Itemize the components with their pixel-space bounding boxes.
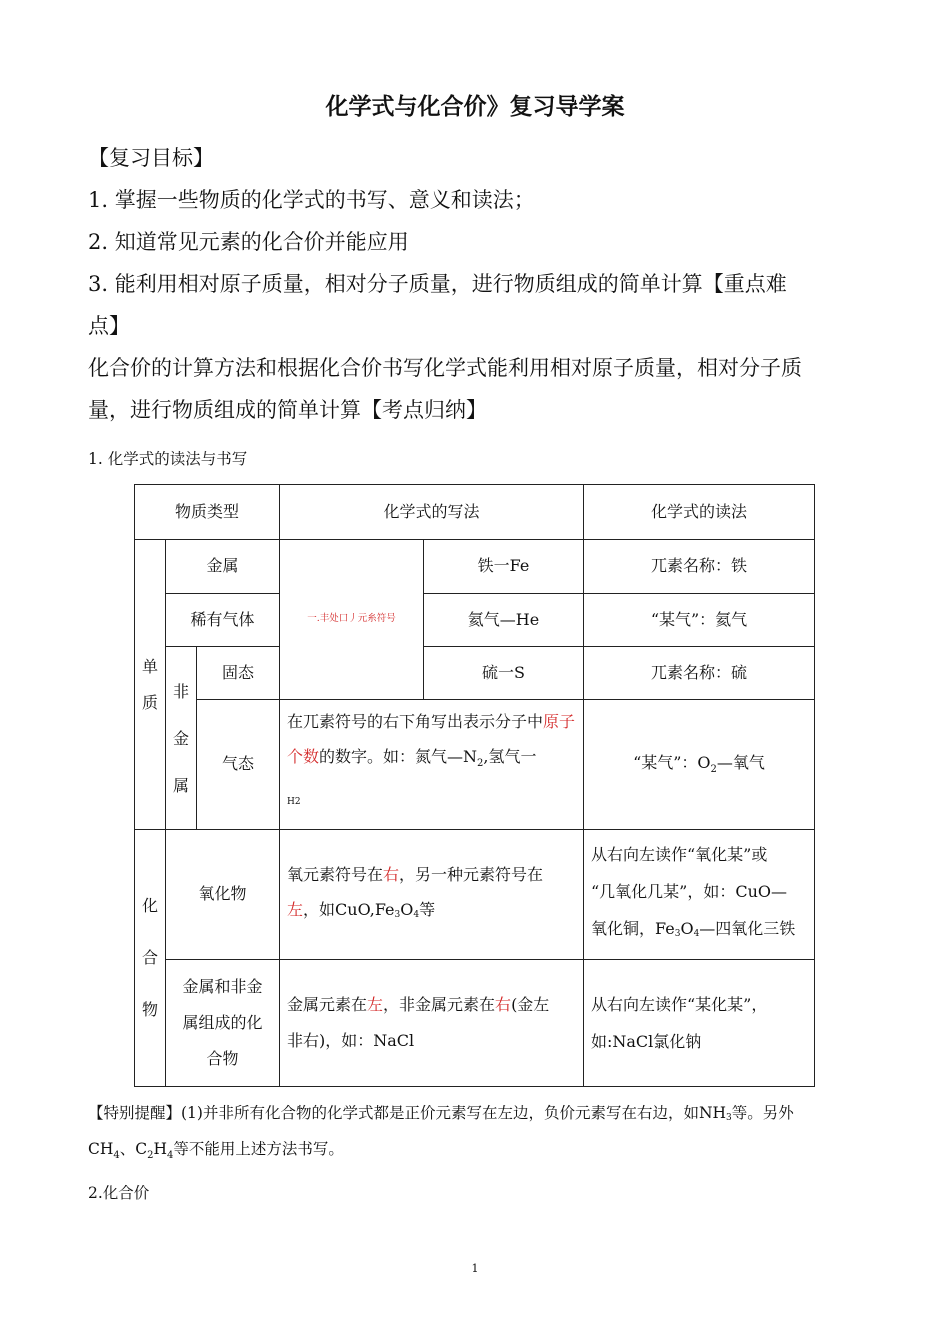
header-type: 物质类型 [174, 501, 239, 521]
page-title: 化学式与化合价》复习导学案 [325, 94, 625, 120]
metal-formula: 铁一Fe [477, 556, 530, 576]
special-note-line-2: $CH_4$、$C_2H_4$等不能用上述方法书写。 [88, 1140, 344, 1162]
key-para-2: 量，进行物质组成的简单计算【考点归纳】 [88, 398, 487, 422]
gas-rule: 在兀素符号的右下角写出表示分子中原子个数的数字。如：氮气$—N_2$,氢气一 H2 [287, 712, 576, 808]
nonmetal-label: 非 金 属 [172, 681, 189, 795]
oxide-reading: 从右向左读作“氧化某”或 “几氧化几某”，如：CuO— 氧化铜，Fe3O4—四氧化三铁 [591, 845, 796, 939]
metal-reading: 兀素名称：铁 [650, 556, 747, 576]
metal-nonmetal-rule: 金属元素在左，非金属元素在右(金左 非右)，如：NaCl [287, 995, 550, 1050]
solid-label: 固态 [221, 662, 254, 682]
simple-substance-label: 单 质 [141, 656, 158, 712]
goal-3-cont: 点】 [88, 314, 130, 338]
merged-rule-note: 一.丰处口丿元糸符号 [307, 613, 396, 625]
key-para-1: 化合价的计算方法和根据化合价书写化学式能利用相对原子质量，相对分子质 [88, 356, 802, 380]
gas-reading: “某气”：$O_2—$氧气 [633, 753, 765, 776]
special-note-line-1: 【特别提醒】(1)并非所有化合物的化学式都是正价元素写在左边，负价元素写在右边，如NH3等。另外 [88, 1104, 794, 1123]
goal-1: 1. 掌握一些物质的化学式的书写、意义和读法； [88, 188, 535, 212]
goal-2: 2. 知道常见元素的化合价并能应用 [88, 230, 409, 254]
solid-formula: 硫一S [482, 662, 525, 682]
compound-label: 化 合 物 [141, 896, 158, 1019]
oxide-label: 氧化物 [198, 884, 247, 904]
noble-gas-label: 稀有气体 [190, 609, 255, 629]
noble-gas-reading: “某气”：氦气 [650, 609, 748, 629]
header-writing: 化学式的写法 [383, 501, 480, 521]
goals-heading: 【复习目标】 [88, 146, 214, 170]
noble-gas-formula: 氦气—He [467, 609, 540, 629]
oxide-rule: 氧元素符号在右，另一种元素符号在 左，如CuO,Fe3O4等 [287, 864, 544, 920]
section-1-heading: 1. 化学式的读法与书写 [88, 450, 248, 468]
page-number: 1 [471, 1262, 479, 1275]
metal-nonmetal-reading: 从右向左读作“某化某”， 如:NaCl氯化钠 [591, 995, 768, 1051]
metal-label: 金属 [206, 556, 239, 576]
solid-reading: 兀素名称：硫 [650, 662, 747, 682]
gas-label: 气态 [221, 754, 254, 774]
header-reading: 化学式的读法 [650, 501, 747, 521]
metal-nonmetal-label: 金属和非金 属组成的化 合物 [182, 977, 263, 1068]
section-2-heading: 2.化合价 [88, 1184, 150, 1202]
goal-3: 3. 能利用相对原子质量，相对分子质量，进行物质组成的简单计算【重点难 [88, 272, 787, 296]
